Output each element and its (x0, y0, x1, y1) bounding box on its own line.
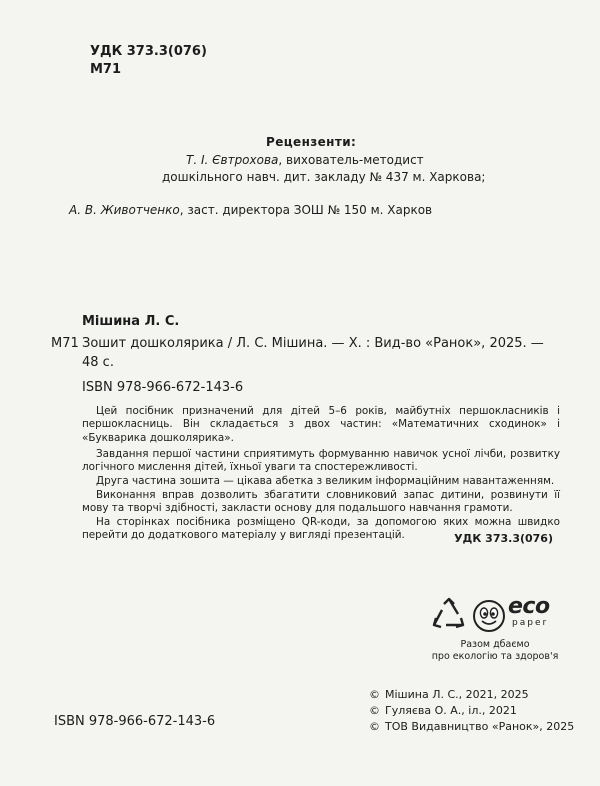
copyright-line-2 (369, 704, 517, 717)
copyright-icon: © (369, 720, 380, 733)
bib-code: М71 (51, 336, 79, 351)
reviewer-line-2 (162, 170, 485, 184)
reviewer-name-3: А. В. Животченко (69, 203, 180, 217)
eco-slogan (430, 639, 560, 663)
copyright-text-1: Мішина Л. С., 2021, 2025 (385, 688, 529, 701)
udk-code-top: УДК 373.3(076) (90, 44, 207, 59)
reviewer-name-1: Т. І. Євтрохова (186, 153, 279, 167)
bib-title: Зошит дошколярика / Л. С. Мішина. — Х. : Вид-во «Ранок», 2025. — (82, 336, 544, 351)
smiley-eyes-icon (472, 599, 506, 633)
reviewer-role-3: , заст. директора ЗОШ № 150 м. Харков (179, 203, 433, 217)
copyright-icon: © (369, 688, 380, 701)
copyright-line-3 (369, 720, 574, 733)
reviewer-role-2: дошкільного навч. дит. закладу № 437 м. Харкова; (162, 170, 486, 184)
reviewer-line-1 (186, 153, 424, 167)
bib-author: Мішина Л. С. (82, 314, 180, 329)
copyright-line-1 (369, 688, 529, 701)
bib-pages: 48 с. (82, 355, 114, 370)
annotation-paragraph-5: На сторінках посібника розміщено QR-коди, за допомогою яких можна швидко перейти до додаткового матеріалу у вигляді презентацій. (82, 516, 560, 542)
eco-paper-text: paper (512, 618, 549, 628)
bib-title-line (51, 336, 544, 351)
reviewer-role-1: , вихователь-методист (278, 153, 424, 167)
eco-badge (430, 596, 560, 668)
recycle-icon (430, 596, 468, 634)
isbn-bottom: ISBN 978-966-672-143-6 (54, 714, 216, 729)
udk-code-bottom: УДК 373.3(076) (454, 532, 553, 545)
copyright-text-2: Гуляєва О. А., іл., 2021 (385, 704, 517, 717)
eco-logo-text: eco (508, 594, 550, 619)
annotation-paragraph-2: Завдання першої частини сприятимуть формуванню навичок усної лічби, розвитку логічного мислення дітей, їхньої уваги та спостережливості. (82, 448, 560, 474)
eco-slogan-line-2: про екологію та здоров'я (431, 651, 559, 662)
annotation-paragraph-3: Друга частина зошита — цікава абетка з великим інформаційним навантаженням. (96, 475, 555, 487)
copyright-text-3: ТОВ Видавництво «Ранок», 2025 (385, 720, 575, 733)
annotation-paragraph-4: Виконання вправ дозволить збагатити словниковий запас дитини, розвинути її мову та творчі здібності, закласти основу для подальшого навчання грамоти. (82, 489, 560, 515)
author-mark-top: М71 (90, 62, 122, 77)
bib-isbn: ISBN 978-966-672-143-6 (82, 380, 244, 395)
annotation-paragraph-1: Цей посібник призначений для дітей 5–6 років, майбутніх першокласників і першокласниць. Він складається з двох частин: «Математичних сходинок» і «Букварика дошколярика». (82, 405, 560, 444)
copyright-icon: © (369, 704, 380, 717)
eco-slogan-line-1: Разом дбаємо (460, 639, 530, 650)
reviewers-title: Рецензенти: (266, 135, 357, 149)
reviewer-line-3 (69, 203, 432, 217)
